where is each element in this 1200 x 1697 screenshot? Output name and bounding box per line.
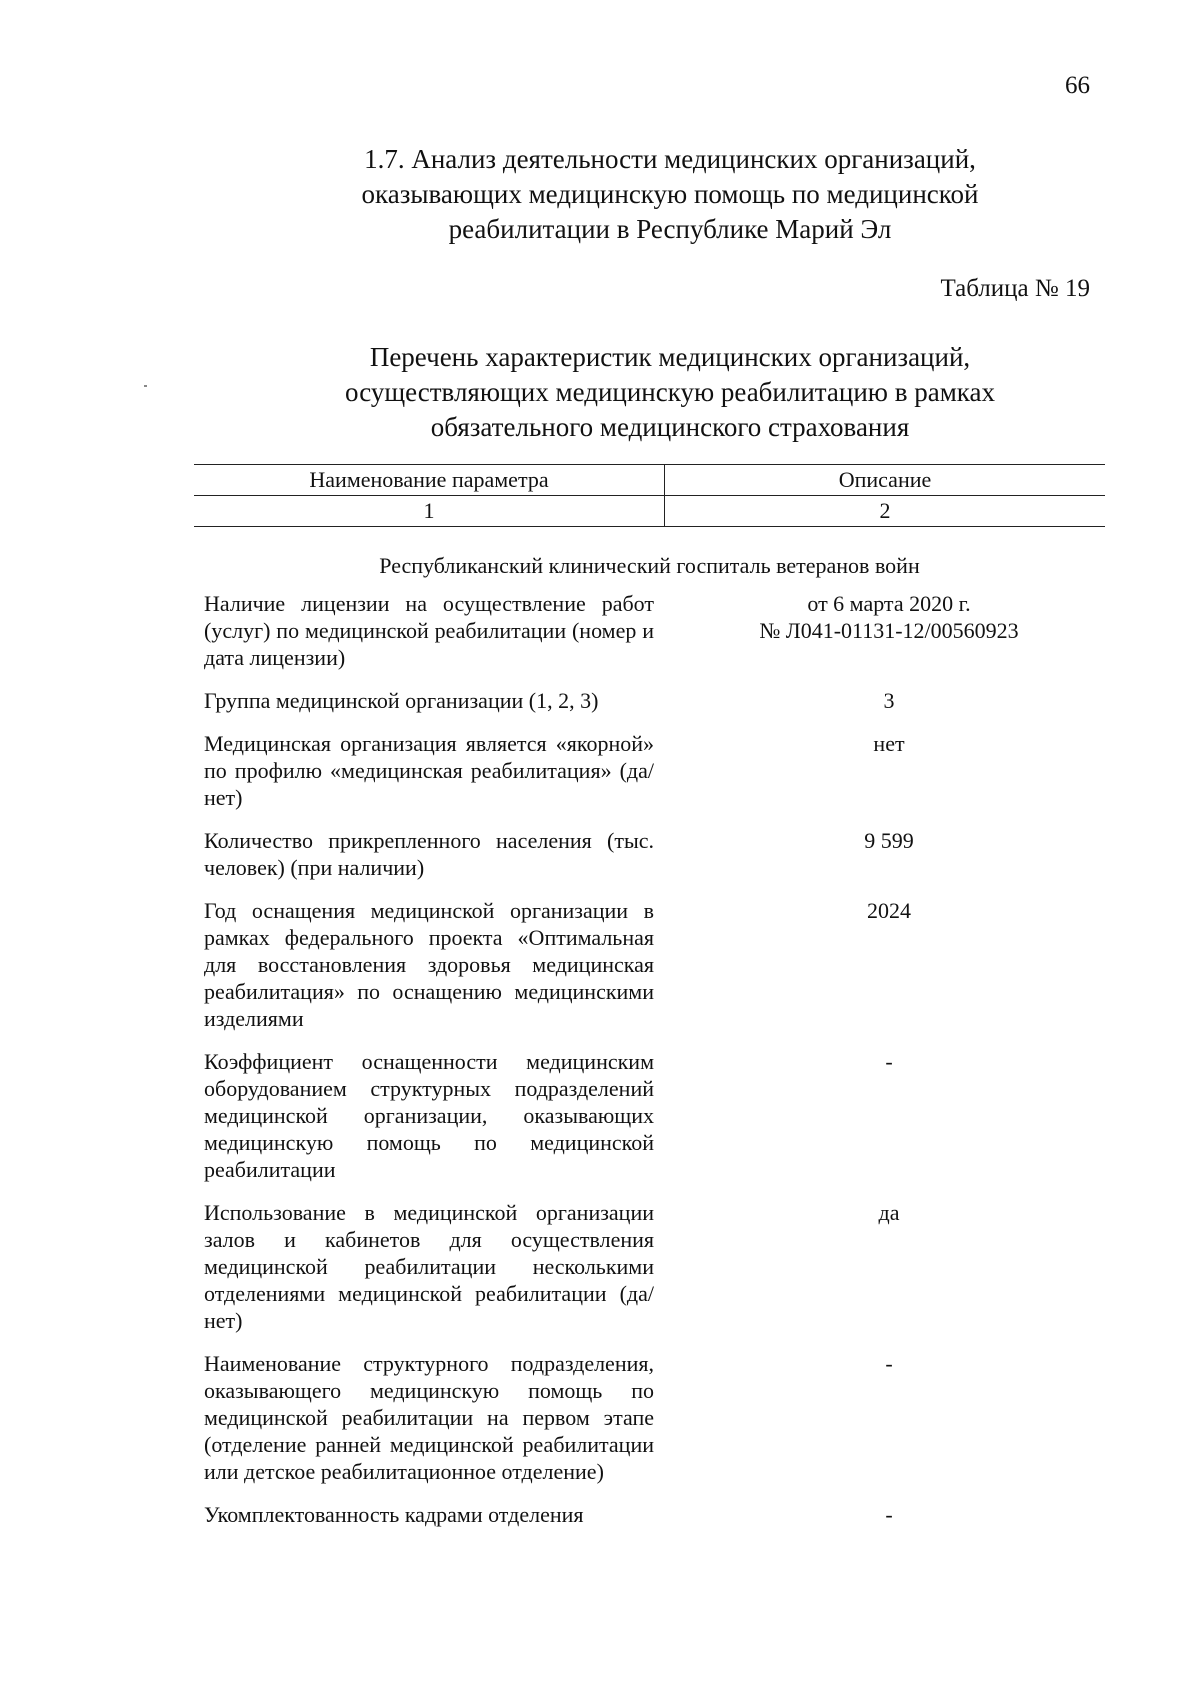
header-parameter: Наименование параметра xyxy=(194,465,665,495)
table-label: Таблица № 19 xyxy=(940,275,1090,302)
parameter-name: Использование в медицинской организации залов и кабинетов для осуществления медицинской реабилитации несколькими отделениями медицинской реабилитации (да/нет) xyxy=(204,1200,654,1333)
header-row xyxy=(194,465,1105,495)
column-number-2: 2 xyxy=(879,498,891,523)
parameter-name: Медицинская организация является «якорной» по профилю «медицинская реабилитация» (да/нет) xyxy=(204,731,654,810)
table-caption-line: Перечень характеристик медицинских организаций, xyxy=(369,342,971,372)
organization-name: Республиканский клинический госпиталь ветеранов войн xyxy=(379,553,920,578)
table-row xyxy=(204,730,1104,811)
license-date: от 6 марта 2020 г. xyxy=(807,591,971,616)
table-caption-line: осуществляющих медицинскую реабилитацию в рамках xyxy=(345,377,995,407)
parameter-name: Количество прикрепленного населения (тыс. человек) (при наличии) xyxy=(204,828,654,880)
parameter-value xyxy=(654,590,1104,671)
section-title-line: реабилитации в Республике Марий Эл xyxy=(448,214,892,244)
page-number: 66 xyxy=(1065,72,1090,99)
parameter-list xyxy=(204,590,1104,1544)
table-caption-line: обязательного медицинского страхования xyxy=(430,412,910,442)
table-row xyxy=(204,827,1104,881)
parameter-value: - xyxy=(885,1049,893,1074)
table-row xyxy=(204,1501,1104,1528)
header-description: Описание xyxy=(838,467,932,492)
parameter-value: 3 xyxy=(883,688,895,713)
parameter-name: Наименование структурного подразделения, оказывающего медицинскую помощь по медицинской реабилитации на первом этапе (отделение ранней медицинской реабилитации или детское реабилитационное отделение) xyxy=(204,1351,654,1484)
parameter-value: 9 599 xyxy=(864,828,914,853)
section-title xyxy=(300,142,1040,247)
license-number: № Л041-01131-12/00560923 xyxy=(759,618,1019,643)
column-number-row xyxy=(194,495,1105,526)
table-caption xyxy=(300,340,1040,445)
parameter-name: Укомплектованность кадрами отделения xyxy=(204,1502,584,1527)
parameter-value: 2024 xyxy=(867,898,911,923)
parameter-value: да xyxy=(878,1200,900,1225)
section-title-line: 1.7. Анализ деятельности медицинских организаций, xyxy=(364,144,976,174)
table-row xyxy=(204,1048,1104,1183)
parameter-value: - xyxy=(885,1351,893,1376)
parameter-value: - xyxy=(885,1502,893,1527)
scan-artifact xyxy=(144,385,147,387)
table-header xyxy=(194,464,1105,527)
column-number-1: 1 xyxy=(194,496,665,526)
parameter-name: Группа медицинской организации (1, 2, 3) xyxy=(204,688,599,713)
table-row xyxy=(204,590,1104,671)
table-row xyxy=(204,1350,1104,1485)
section-title-line: оказывающих медицинскую помощь по медицинской xyxy=(361,179,979,209)
table-row xyxy=(204,897,1104,1032)
table-row xyxy=(204,687,1104,714)
parameter-value: нет xyxy=(873,731,905,756)
parameter-name: Год оснащения медицинской организации в рамках федерального проекта «Оптимальная для восстановления здоровья медицинская реабилитация» по оснащению медицинскими изделиями xyxy=(204,898,654,1031)
table-row xyxy=(204,1199,1104,1334)
parameter-name: Коэффициент оснащенности медицинским оборудованием структурных подразделений медицинской организации, оказывающих медицинскую помощь по медицинской реабилитации xyxy=(204,1049,654,1182)
parameter-name: Наличие лицензии на осуществление работ (услуг) по медицинской реабилитации (номер и дата лицензии) xyxy=(204,591,654,670)
